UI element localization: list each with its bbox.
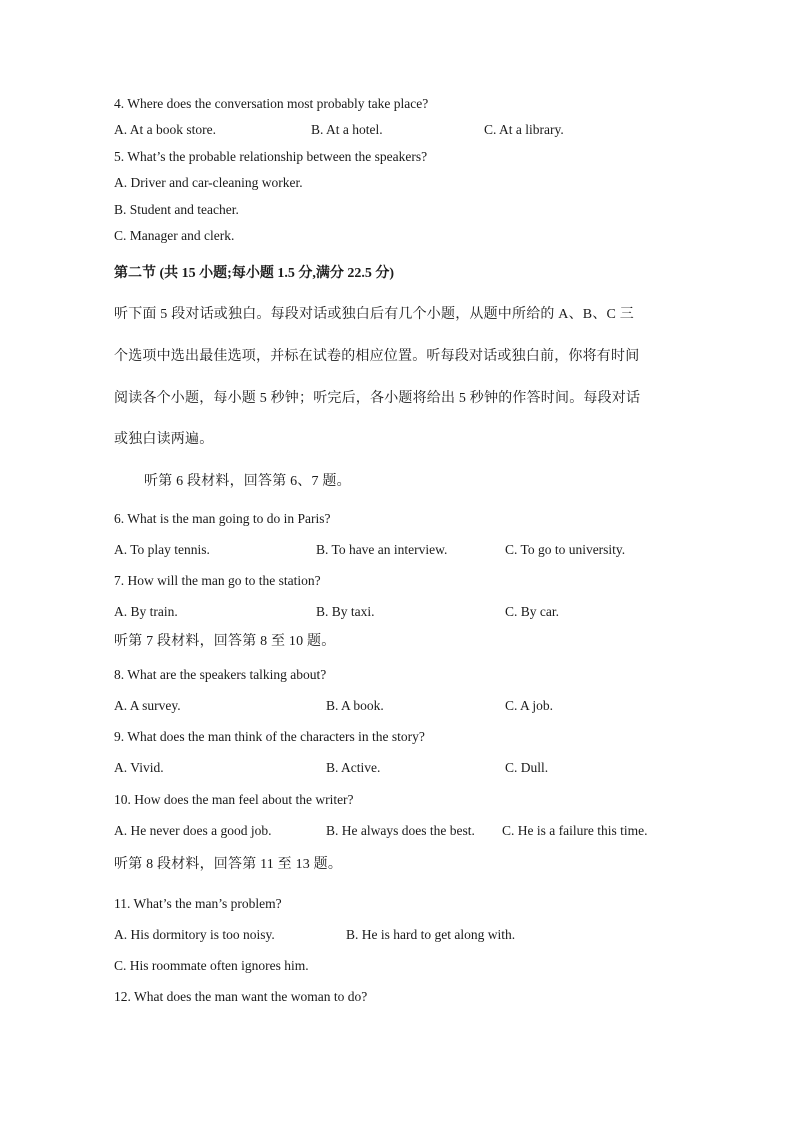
question-4-stem: 4. Where does the conversation most probably take place? <box>114 96 429 111</box>
question-6-option-c: C. To go to university. <box>505 542 626 557</box>
question-9-stem: 9. What does the man think of the characters in the story? <box>114 729 425 744</box>
question-8-stem: 8. What are the speakers talking about? <box>114 667 327 682</box>
question-11-option-a: A. His dormitory is too noisy. <box>114 927 275 942</box>
question-8-option-a: A. A survey. <box>114 698 181 713</box>
question-7-stem: 7. How will the man go to the station? <box>114 573 321 588</box>
question-10-option-c: C. He is a failure this time. <box>502 823 648 838</box>
question-6-stem: 6. What is the man going to do in Paris? <box>114 511 331 526</box>
instructions-line-2: 个选项中选出最佳选项，并标在试卷的相应位置。听每段对话或独白前，你将有时间 <box>114 349 640 364</box>
question-11-stem: 11. What’s the man’s problem? <box>114 896 282 911</box>
question-4-option-c: C. At a library. <box>484 122 564 137</box>
question-5-option-b: B. Student and teacher. <box>114 202 239 217</box>
material-7-heading: 听第 7 段材料，回答第 8 至 10 题。 <box>114 634 336 649</box>
question-7-option-b: B. By taxi. <box>316 604 375 619</box>
question-5-option-a: A. Driver and car-cleaning worker. <box>114 175 303 190</box>
question-10-stem: 10. How does the man feel about the writer? <box>114 792 354 807</box>
instructions-line-1: 听下面 5 段对话或独白。每段对话或独白后有几个小题，从题中所给的 A、B、C 三 <box>114 307 634 322</box>
question-10-option-b: B. He always does the best. <box>326 823 475 838</box>
question-9-option-a: A. Vivid. <box>114 760 164 775</box>
section-heading: 第二节 (共 15 小题;每小题 1.5 分,满分 22.5 分) <box>114 266 394 281</box>
question-6-option-b: B. To have an interview. <box>316 542 448 557</box>
question-6-option-a: A. To play tennis. <box>114 542 210 557</box>
material-8-heading: 听第 8 段材料，回答第 11 至 13 题。 <box>114 857 343 872</box>
question-10-option-a: A. He never does a good job. <box>114 823 272 838</box>
instructions-line-4: 或独白读两遍。 <box>114 432 214 447</box>
question-11-option-c: C. His roommate often ignores him. <box>114 958 309 973</box>
material-6-heading: 听第 6 段材料，回答第 6、7 题。 <box>144 474 351 489</box>
question-12-stem: 12. What does the man want the woman to do? <box>114 989 368 1004</box>
instructions-line-3: 阅读各个小题，每小题 5 秒钟；听完后，各小题将给出 5 秒钟的作答时间。每段对话 <box>114 391 641 406</box>
question-8-option-c: C. A job. <box>505 698 554 713</box>
question-9-option-b: B. Active. <box>326 760 381 775</box>
question-11-option-b: B. He is hard to get along with. <box>346 927 516 942</box>
question-7-option-c: C. By car. <box>505 604 559 619</box>
question-5-option-c: C. Manager and clerk. <box>114 228 235 243</box>
question-5-stem: 5. What’s the probable relationship between the speakers? <box>114 149 428 164</box>
question-7-option-a: A. By train. <box>114 604 178 619</box>
question-8-option-b: B. A book. <box>326 698 384 713</box>
question-9-option-c: C. Dull. <box>505 760 549 775</box>
question-4-option-b: B. At a hotel. <box>311 122 383 137</box>
question-4-option-a: A. At a book store. <box>114 122 216 137</box>
